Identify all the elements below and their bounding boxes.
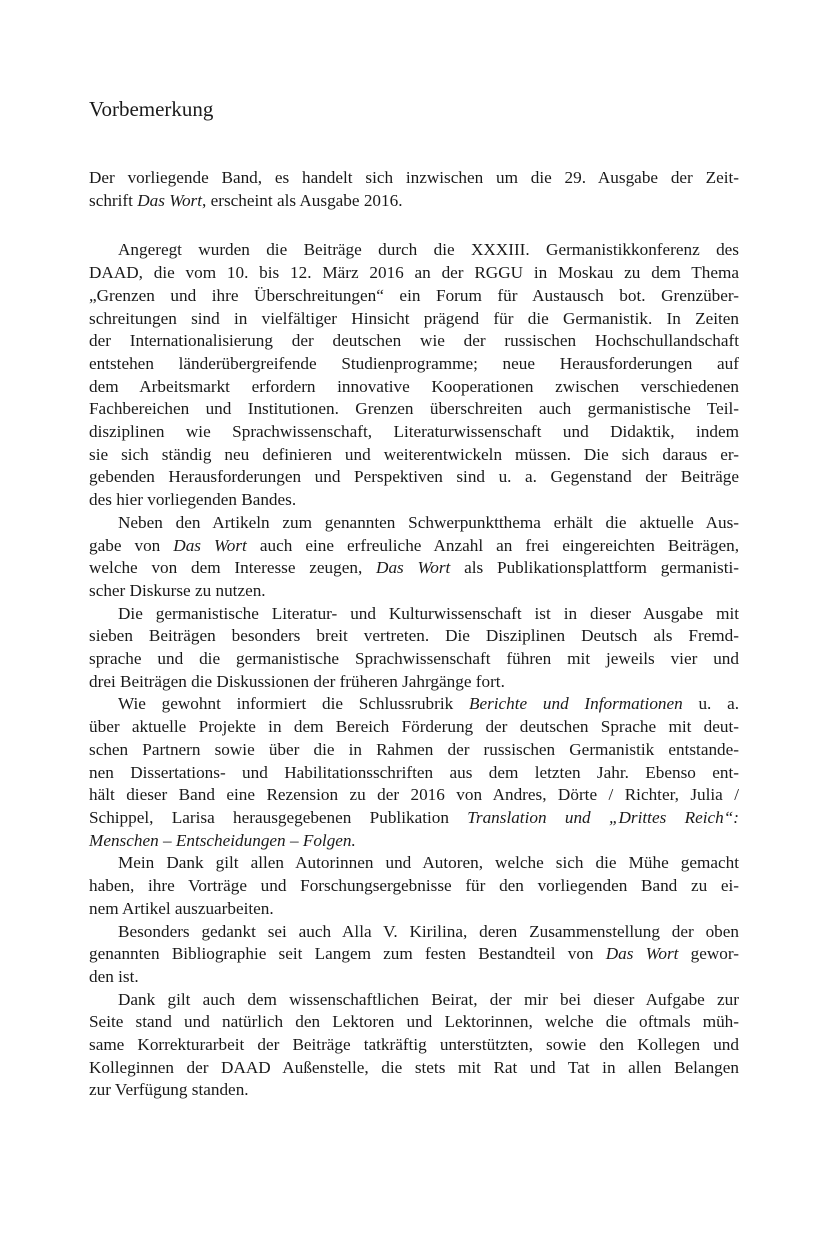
text-line: gebenden Herausforderungen und Perspektiven sind u. a. Gegenstand der Beiträge: [89, 467, 739, 487]
paragraph: [89, 852, 739, 920]
text-line: disziplinen wie Sprachwissenschaft, Literaturwissenschaft und Didaktik, indem: [89, 422, 739, 442]
text-line: entstehen länderübergreifende Studienprogramme; neue Herausforderungen auf: [89, 353, 739, 373]
text-line: sprache und die germanistische Sprachwissenschaft führen mit jeweils vier und: [89, 649, 739, 669]
text-line: sie sich ständig neu definieren und weiterentwickeln müssen. Die sich daraus er-: [89, 444, 739, 464]
text-line: „Grenzen und ihre Überschreitungen“ ein Forum für Austausch bot. Grenzüber-: [89, 285, 739, 305]
text-line: schreitungen sind in vielfältiger Hinsicht prägend für die Germanistik. In Zeiten: [89, 308, 739, 328]
text-line: der Internationalisierung der deutschen wie der russischen Hochschullandschaft: [89, 331, 739, 351]
text-line: dem Arbeitsmarkt erfordern innovative Kooperationen zwischen verschiedenen: [89, 376, 739, 396]
text-line: Mein Dank gilt allen Autorinnen und Autoren, welche sich die Mühe gemacht: [118, 853, 739, 873]
paragraph: [89, 921, 739, 989]
text-line: sieben Beiträgen besonders breit vertreten. Die Disziplinen Deutsch als Fremd-: [89, 626, 739, 646]
italic-title: Das Wort: [605, 944, 679, 964]
text-line: Besonders gedankt sei auch Alla V. Kirilina, deren Zusammenstellung der oben: [118, 921, 739, 941]
text-line: des hier vorliegenden Bandes.: [89, 490, 297, 510]
text-line: über aktuelle Projekte in dem Bereich Förderung der deutschen Sprache mit deut-: [89, 717, 739, 737]
italic-title: Menschen – Entscheidungen – Folgen.: [89, 830, 356, 850]
text-line: scher Diskurse zu nutzen.: [89, 580, 266, 600]
text-line: DAAD, die vom 10. bis 12. März 2016 an der RGGU in Moskau zu dem Thema: [89, 263, 739, 283]
paragraph: [89, 989, 739, 1103]
text-line: Angeregt wurden die Beiträge durch die XXXIII. Germanistikkonferenz des: [118, 240, 739, 260]
paragraph: [89, 167, 739, 212]
italic-title: Das Wort: [376, 558, 451, 578]
text-line: Schippel, Larisa herausgegebenen Publikation Translation und „Drittes Reich“:: [89, 807, 739, 827]
text-line: nen Dissertations- und Habilitationsschriften aus dem letzten Jahr. Ebenso ent-: [89, 762, 739, 782]
text-line: Die germanistische Literatur- und Kulturwissenschaft ist in dieser Ausgabe mit: [118, 603, 739, 623]
italic-title: Berichte und Informationen: [468, 694, 683, 714]
paragraph: [89, 239, 739, 511]
italic-title: Translation und „Drittes Reich“:: [467, 807, 739, 827]
text-line: Dank gilt auch dem wissenschaftlichen Beirat, der mir bei dieser Aufgabe zur: [118, 989, 739, 1009]
text-line: zur Verfügung standen.: [89, 1080, 249, 1100]
text-line: nem Artikel auszuarbeiten.: [89, 898, 274, 918]
text-line: welche von dem Interesse zeugen, Das Wort als Publikationsplattform germanisti-: [89, 558, 739, 578]
text-line: schrift Das Wort, erscheint als Ausgabe 2016.: [89, 190, 403, 210]
text-line: gabe von Das Wort auch eine erfreuliche Anzahl an frei eingereichten Beiträgen,: [89, 535, 739, 555]
paragraph-gap: [89, 212, 739, 239]
italic-title: Das Wort: [173, 535, 247, 555]
text-line: Kolleginnen der DAAD Außenstelle, die stets mit Rat und Tat in allen Belangen: [89, 1057, 739, 1077]
text-line: hält dieser Band eine Rezension zu der 2016 von Andres, Dörte / Richter, Julia /: [89, 785, 739, 805]
text-line: schen Partnern sowie über die in Rahmen der russischen Germanistik entstande-: [89, 739, 739, 759]
text-line: Der vorliegende Band, es handelt sich inzwischen um die 29. Ausgabe der Zeit-: [89, 168, 739, 187]
text-line: Wie gewohnt informiert die Schlussrubrik Berichte und Informationen u. a.: [118, 694, 739, 714]
text-line: Neben den Artikeln zum genannten Schwerpunktthema erhält die aktuelle Aus-: [118, 512, 739, 532]
text-line: genannten Bibliographie seit Langem zum festen Bestandteil von Das Wort gewor-: [89, 944, 739, 964]
text-line: haben, ihre Vorträge und Forschungsergebnisse für den vorliegenden Band zu ei-: [89, 876, 739, 896]
body-text: [89, 167, 739, 1102]
text-line: [89, 830, 739, 853]
paragraph: [89, 693, 739, 852]
text-line: Fachbereichen und Institutionen. Grenzen überschreiten auch germanistische Teil-: [89, 399, 739, 419]
text-line: same Korrekturarbeit der Beiträge tatkräftig unterstützten, sowie den Kollegen und: [89, 1035, 739, 1055]
text-line: Seite stand und natürlich den Lektoren und Lektorinnen, welche die oftmals müh-: [89, 1012, 739, 1032]
paragraph: [89, 603, 739, 694]
page-title: Vorbemerkung: [89, 97, 214, 121]
paragraph: [89, 512, 739, 603]
text-line: den ist.: [89, 966, 139, 986]
italic-title: Das Wort: [137, 190, 203, 210]
text-line: drei Beiträgen die Diskussionen der früheren Jahrgänge fort.: [89, 671, 505, 691]
